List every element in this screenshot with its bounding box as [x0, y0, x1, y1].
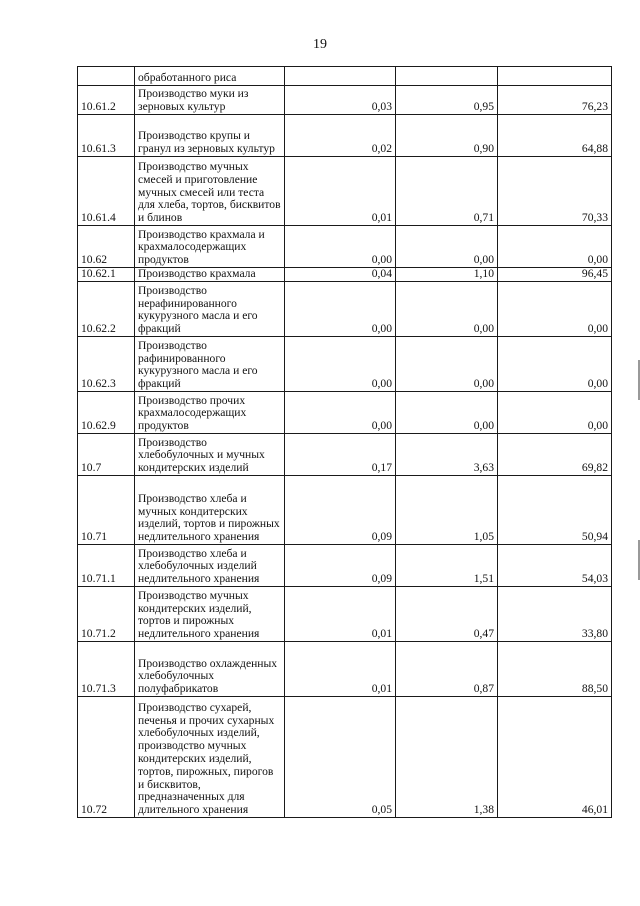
activity-name: Производство крупы и гранул из зерновых культур	[135, 115, 285, 157]
activity-name: Производство сухарей, печенья и прочих сухарных хлебобулочных изделий, производство мучных кондитерских изделий, тортов, пирожных, пирогов и бисквитов, предназначенных для длительного хранения	[135, 697, 285, 818]
value-col-1: 0,01	[285, 587, 396, 642]
table-body	[78, 67, 612, 818]
activity-name: Производство муки из зерновых культур	[135, 86, 285, 115]
value-col-1: 0,04	[285, 268, 396, 282]
value-col-1: 0,00	[285, 337, 396, 392]
activity-name: Производство нерафинированного кукурузного масла и его фракций	[135, 282, 285, 337]
okved-code: 10.71	[78, 476, 135, 545]
okved-code: 10.61.3	[78, 115, 135, 157]
activity-name: Производство хлебобулочных и мучных кондитерских изделий	[135, 434, 285, 476]
table-row	[78, 115, 612, 157]
value-col-2	[396, 67, 498, 86]
okved-code: 10.61.2	[78, 86, 135, 115]
value-col-2: 0,47	[396, 587, 498, 642]
table-row	[78, 545, 612, 587]
value-col-2: 1,05	[396, 476, 498, 545]
okved-code	[78, 67, 135, 86]
value-col-1: 0,09	[285, 476, 396, 545]
table-row	[78, 226, 612, 268]
value-col-1: 0,05	[285, 697, 396, 818]
value-col-2: 0,95	[396, 86, 498, 115]
value-col-3: 70,33	[498, 157, 612, 226]
data-table	[77, 66, 612, 818]
activity-name: Производство рафинированного кукурузного масла и его фракций	[135, 337, 285, 392]
activity-name: Производство охлажденных хлебобулочных полуфабрикатов	[135, 642, 285, 697]
page-number: 19	[313, 37, 327, 52]
table-row	[78, 86, 612, 115]
okved-code: 10.72	[78, 697, 135, 818]
table-row	[78, 697, 612, 818]
value-col-1: 0,17	[285, 434, 396, 476]
value-col-1: 0,01	[285, 157, 396, 226]
table-row	[78, 337, 612, 392]
activity-name: Производство хлеба и мучных кондитерских изделий, тортов и пирожных недлительного хранения	[135, 476, 285, 545]
okved-code: 10.62	[78, 226, 135, 268]
table-row	[78, 392, 612, 434]
value-col-3: 50,94	[498, 476, 612, 545]
value-col-1: 0,00	[285, 226, 396, 268]
value-col-2: 0,00	[396, 282, 498, 337]
activity-name: Производство крахмала	[135, 268, 285, 282]
activity-name: Производство мучных смесей и приготовление мучных смесей или теста для хлеба, тортов, бисквитов и блинов	[135, 157, 285, 226]
value-col-2: 0,00	[396, 337, 498, 392]
table-row	[78, 67, 612, 86]
value-col-3: 46,01	[498, 697, 612, 818]
value-col-3	[498, 67, 612, 86]
value-col-3: 54,03	[498, 545, 612, 587]
activity-name: Производство прочих крахмалосодержащих продуктов	[135, 392, 285, 434]
value-col-3: 64,88	[498, 115, 612, 157]
table-row	[78, 268, 612, 282]
table-row	[78, 587, 612, 642]
okved-code: 10.62.1	[78, 268, 135, 282]
value-col-2: 0,90	[396, 115, 498, 157]
value-col-2: 1,51	[396, 545, 498, 587]
value-col-3: 0,00	[498, 226, 612, 268]
value-col-2: 0,00	[396, 392, 498, 434]
value-col-1	[285, 67, 396, 86]
value-col-3: 96,45	[498, 268, 612, 282]
value-col-1: 0,00	[285, 282, 396, 337]
activity-name: Производство мучных кондитерских изделий, тортов и пирожных недлительного хранения	[135, 587, 285, 642]
value-col-2: 1,38	[396, 697, 498, 818]
table-row	[78, 642, 612, 697]
okved-code: 10.71.2	[78, 587, 135, 642]
okved-code: 10.71.3	[78, 642, 135, 697]
value-col-3: 0,00	[498, 392, 612, 434]
value-col-3: 0,00	[498, 282, 612, 337]
value-col-1: 0,02	[285, 115, 396, 157]
okved-code: 10.62.2	[78, 282, 135, 337]
value-col-2: 0,71	[396, 157, 498, 226]
okved-code: 10.62.9	[78, 392, 135, 434]
activity-name: Производство хлеба и хлебобулочных изделий недлительного хранения	[135, 545, 285, 587]
table-row	[78, 476, 612, 545]
value-col-1: 0,01	[285, 642, 396, 697]
value-col-1: 0,03	[285, 86, 396, 115]
activity-name: обработанного риса	[135, 67, 285, 86]
okved-code: 10.61.4	[78, 157, 135, 226]
value-col-2: 0,87	[396, 642, 498, 697]
value-col-1: 0,09	[285, 545, 396, 587]
value-col-2: 0,00	[396, 226, 498, 268]
value-col-3: 33,80	[498, 587, 612, 642]
okved-code: 10.71.1	[78, 545, 135, 587]
value-col-1: 0,00	[285, 392, 396, 434]
table-row	[78, 434, 612, 476]
okved-code: 10.7	[78, 434, 135, 476]
table-row	[78, 282, 612, 337]
value-col-3: 76,23	[498, 86, 612, 115]
value-col-2: 1,10	[396, 268, 498, 282]
value-col-3: 88,50	[498, 642, 612, 697]
value-col-3: 0,00	[498, 337, 612, 392]
table-row	[78, 157, 612, 226]
okved-code: 10.62.3	[78, 337, 135, 392]
value-col-2: 3,63	[396, 434, 498, 476]
value-col-3: 69,82	[498, 434, 612, 476]
activity-name: Производство крахмала и крахмалосодержащих продуктов	[135, 226, 285, 268]
